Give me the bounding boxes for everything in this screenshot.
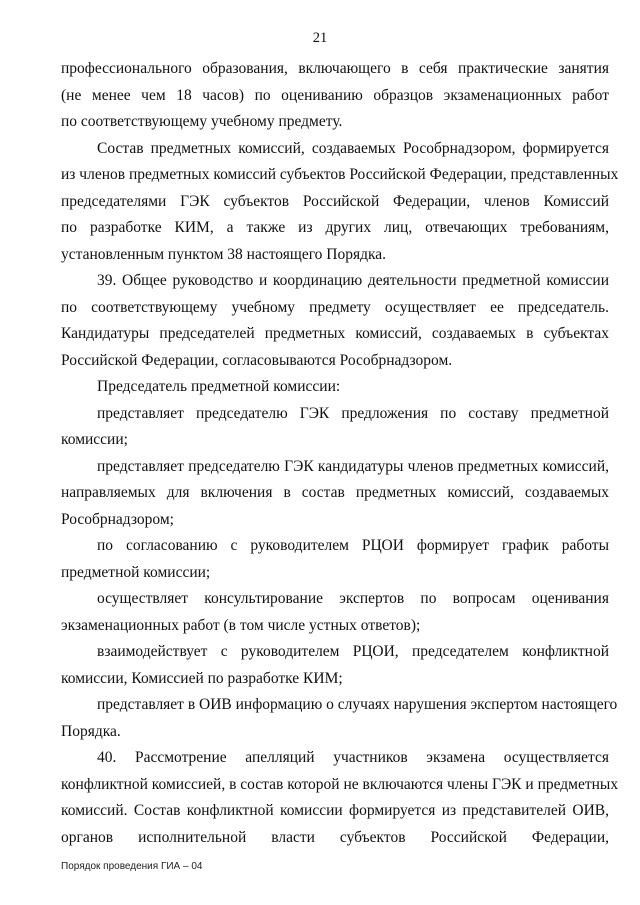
text-line: по разработке КИМ, а также из других лиц, отвечающих требованиям, bbox=[61, 219, 609, 236]
page-number: 21 bbox=[312, 30, 328, 46]
text-line: комиссии; bbox=[61, 431, 128, 448]
text-line: по согласованию с руководителем РЦОИ формирует график работы bbox=[97, 537, 609, 554]
text-line: представляет председателю ГЭК кандидатуры членов предметных комиссий, bbox=[97, 458, 609, 475]
text-line: осуществляет консультирование экспертов по вопросам оценивания bbox=[97, 590, 609, 607]
text-line: 40. Рассмотрение апелляций участников экзамена осуществляется bbox=[97, 749, 609, 766]
text-line: предметной комиссии; bbox=[61, 564, 211, 581]
page-footer: Порядок проведения ГИА – 04 bbox=[61, 861, 203, 872]
text-line: Состав предметных комиссий, создаваемых Рособрнадзором, формируется bbox=[97, 140, 609, 157]
text-line: комиссии, Комиссией по разработке КИМ; bbox=[61, 670, 343, 687]
text-line: конфликтной комиссией, в состав которой не включаются члены ГЭК и предметных bbox=[61, 776, 619, 793]
text-line: направляемых для включения в состав предметных комиссий, создаваемых bbox=[61, 484, 609, 501]
text-line: из членов предметных комиссий субъектов Российской Федерации, представленных bbox=[61, 166, 619, 183]
text-line: комиссий. Состав конфликтной комиссии формируется из представителей ОИВ, bbox=[61, 802, 609, 819]
text-line: профессионального образования, включающего в себя практические занятия bbox=[61, 60, 609, 77]
text-line: Рособрнадзором; bbox=[61, 511, 174, 528]
text-line: по соответствующему учебному предмету осуществляет ее председатель. bbox=[61, 299, 609, 316]
text-line: представляет председателю ГЭК предложения по составу предметной bbox=[97, 405, 609, 422]
text-line: Порядка. bbox=[61, 723, 121, 740]
text-line: Председатель предметной комиссии: bbox=[97, 378, 341, 395]
text-line: установленным пунктом 38 настоящего Порядка. bbox=[61, 246, 387, 263]
text-line: председателями ГЭК субъектов Российской Федерации, членов Комиссий bbox=[61, 193, 609, 210]
text-line: Российской Федерации, согласовываются Рособрнадзором. bbox=[61, 352, 453, 369]
text-line: органов исполнительной власти субъектов Российской Федерации, bbox=[61, 829, 609, 846]
text-line: представляет в ОИВ информацию о случаях нарушения экспертом настоящего bbox=[97, 696, 618, 713]
text-line: по соответствующему учебному предмету. bbox=[61, 113, 343, 130]
text-line: взаимодействует с руководителем РЦОИ, председателем конфликтной bbox=[97, 643, 609, 660]
text-line: (не менее чем 18 часов) по оцениванию образцов экзаменационных работ bbox=[61, 87, 609, 104]
text-line: экзаменационных работ (в том числе устных ответов); bbox=[61, 617, 421, 634]
text-line: Кандидатуры председателей предметных комиссий, создаваемых в субъектах bbox=[61, 325, 609, 342]
text-line: 39. Общее руководство и координацию деятельности предметной комиссии bbox=[97, 272, 609, 289]
